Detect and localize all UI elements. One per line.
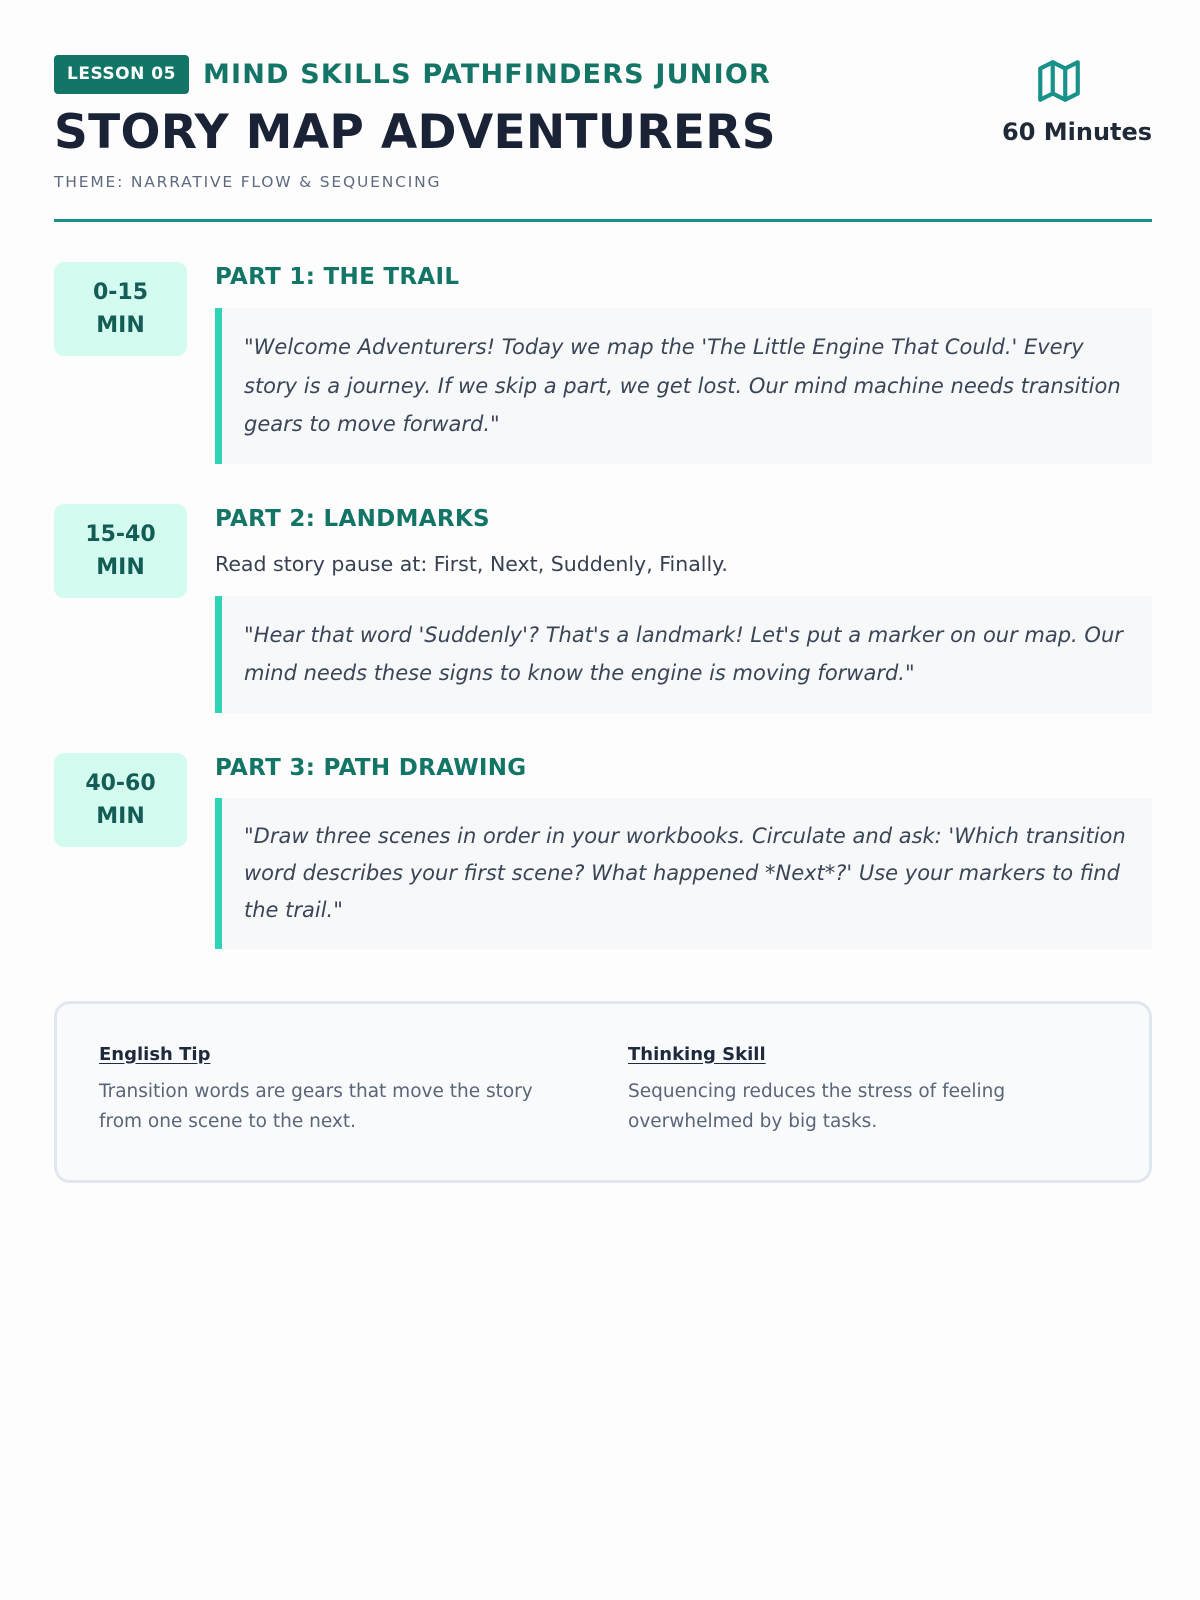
time-range: 0-15 (92, 280, 149, 305)
section-title: PART 2: LANDMARKS (215, 505, 490, 532)
section-body (215, 504, 1152, 713)
time-unit: MIN (96, 554, 145, 580)
teacher-script-quote: "Hear that word 'Suddenly'? That's a landmark! Let's put a marker on our map. Our mind needs these signs to know the engine is moving forward." (215, 596, 1152, 713)
section-part-3 (54, 753, 1152, 949)
page-title: STORY MAP ADVENTURERS (54, 105, 776, 160)
duration-label: 60 Minutes (1002, 118, 1153, 146)
tip-english (99, 1044, 578, 1180)
time-chip (54, 504, 187, 598)
time-chip (54, 753, 187, 847)
duration-box (1002, 56, 1152, 146)
time-unit: MIN (96, 803, 145, 829)
tip-text: Transition words are gears that move the story from one scene to the next. (99, 1080, 533, 1132)
tip-title: Thinking Skill (628, 1043, 766, 1065)
section-body (215, 753, 1152, 949)
time-range: 40-60 (85, 770, 156, 796)
section-title: PART 1: THE TRAIL (215, 264, 460, 290)
section-part-1 (54, 262, 1152, 464)
teacher-script-quote: "Welcome Adventurers! Today we map the 'The Little Engine That Could.' Every story is a journey. If we skip a part, we get lost. Our mind machine needs transition gears to move forward." (215, 308, 1152, 464)
section-description: Read story pause at: First, Next, Suddenly, Finally. (215, 551, 728, 576)
time-range: 15-40 (85, 521, 156, 547)
tip-text: Sequencing reduces the stress of feeling overwhelmed by big tasks. (628, 1080, 1006, 1132)
time-chip (54, 262, 187, 356)
section-title: PART 3: PATH DRAWING (215, 754, 527, 781)
lesson-header (54, 54, 1152, 222)
time-unit: MIN (96, 313, 145, 338)
theme-subtitle: THEME: NARRATIVE FLOW & SEQUENCING (54, 173, 442, 191)
lesson-page (54, 54, 1152, 1183)
teacher-script-quote: "Draw three scenes in order in your workbooks. Circulate and ask: 'Which transition word describes your first scene? What happened *Next*?' Use your markers to find the trail." (215, 798, 1152, 949)
lesson-badge: LESSON 05 (54, 55, 189, 94)
lesson-row (54, 54, 1152, 94)
series-title: MIND SKILLS PATHFINDERS JUNIOR (202, 58, 771, 90)
tip-title: English Tip (99, 1043, 211, 1065)
section-body (215, 262, 1152, 464)
section-part-2 (54, 504, 1152, 713)
map-icon (1034, 56, 1084, 106)
tips-box (54, 1001, 1152, 1183)
tip-thinking (628, 1044, 1107, 1180)
